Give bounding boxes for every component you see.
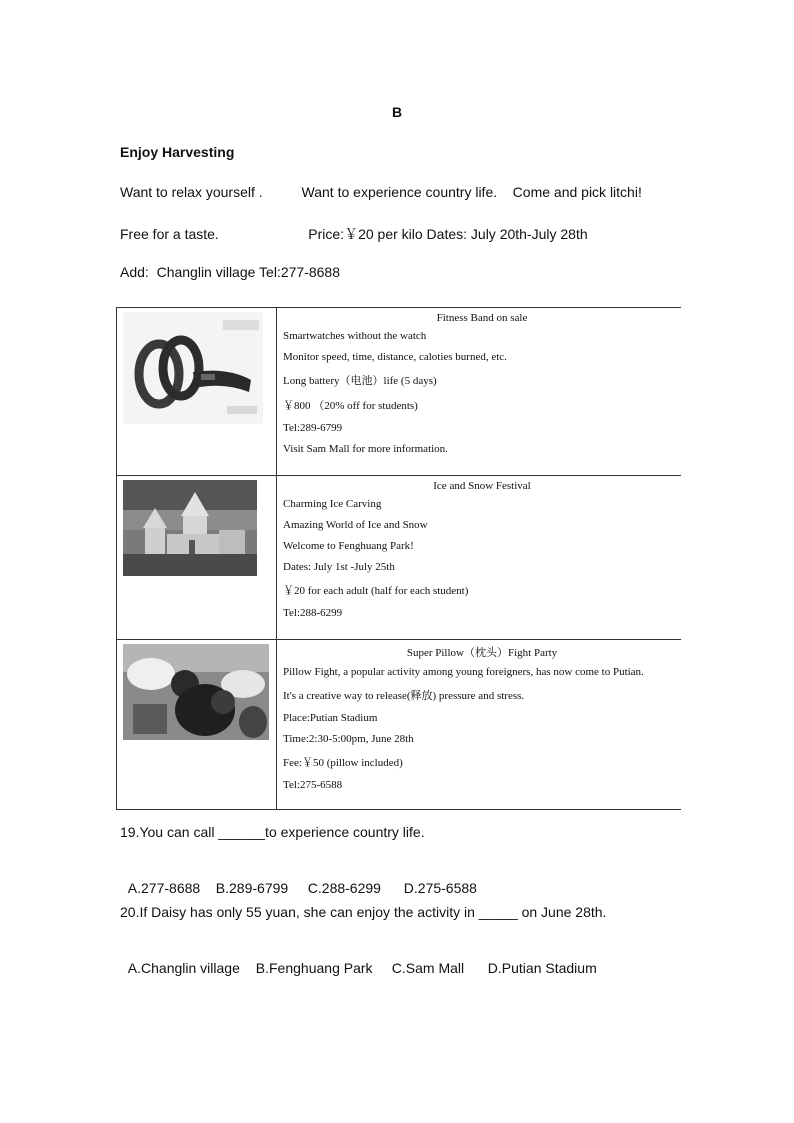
ad-heading: Fitness Band on sale [436,312,528,324]
ad-line: Visit Sam Mall for more information. [283,443,448,455]
ad-line: Time:2:30-5:00pm, June 28th [283,733,414,745]
ad-image-cell [117,308,277,476]
ad-line: Amazing World of Ice and Snow [283,519,428,531]
section-letter: B [392,104,403,120]
question-20-stem: 20.If Daisy has only 55 yuan, she can enjoy the activity in _____ on June 28th. [120,904,607,920]
option-d: D.Putian Stadium [487,960,597,976]
ad-row-fitness-band [117,308,682,476]
ad-line: Tel:289-6799 [283,422,343,434]
ad-line: Place:Putian Stadium [283,712,378,724]
ad-line: Tel:275-6588 [283,779,343,791]
ad-line: Long battery（电池）life (5 days) [283,375,437,387]
ad-line: Monitor speed, time, distance, caloties burned, etc. [283,351,507,363]
ad-image-cell [117,640,277,810]
ad-line: Pillow Fight, a popular activity among young foreigners, has now come to Putian. [283,666,644,678]
ad-row-ice-festival [117,476,682,640]
ad-row-pillow-fight [117,640,682,810]
ad-line: Welcome to Fenghuang Park! [283,540,414,552]
option-b: B.289-6799 [215,880,289,896]
option-c: C.Sam Mall [391,960,465,976]
harvest-line-1: Want to relax yourself . Want to experience country life. Come and pick litchi! [120,184,642,200]
ad-line: ￥20 for each adult (half for each student) [283,585,469,597]
ad-line: Dates: July 1st -July 25th [283,561,395,573]
ad-heading: Super Pillow（枕头）Fight Party [406,647,558,659]
ad-line: Charming Ice Carving [283,498,382,510]
option-a: A.Changlin village [127,960,240,976]
harvest-title: Enjoy Harvesting [120,144,235,160]
harvest-line-3: Add: Changlin village Tel:277-8688 [120,264,341,280]
ice-castle-image [123,480,257,576]
ad-line: It's a creative way to release(释放) pressure and stress. [283,690,525,702]
ad-text-cell [277,640,682,810]
pillow-fight-image [123,644,269,740]
option-c: C.288-6299 [307,880,381,896]
harvest-line-2: Free for a taste. Price:￥20 per kilo Dates: July 20th-July 28th [120,226,588,242]
ad-image-cell [117,476,277,640]
ad-line: Fee:￥50 (pillow included) [283,757,403,769]
question-20-options [120,944,597,976]
ad-line: Tel:288-6299 [283,607,343,619]
question-19-options [120,864,477,896]
ad-text-cell [277,308,682,476]
fitness-band-image [123,312,263,424]
option-a: A.277-8688 [127,880,201,896]
question-19-stem: 19.You can call ______to experience country life. [120,824,425,840]
ad-line: ￥800 （20% off for students) [283,400,418,412]
ads-table [116,307,681,810]
option-d: D.275-6588 [403,880,477,896]
ad-line: Smartwatches without the watch [283,330,427,342]
ad-heading: Ice and Snow Festival [433,480,531,492]
option-b: B.Fenghuang Park [255,960,373,976]
ad-text-cell [277,476,682,640]
